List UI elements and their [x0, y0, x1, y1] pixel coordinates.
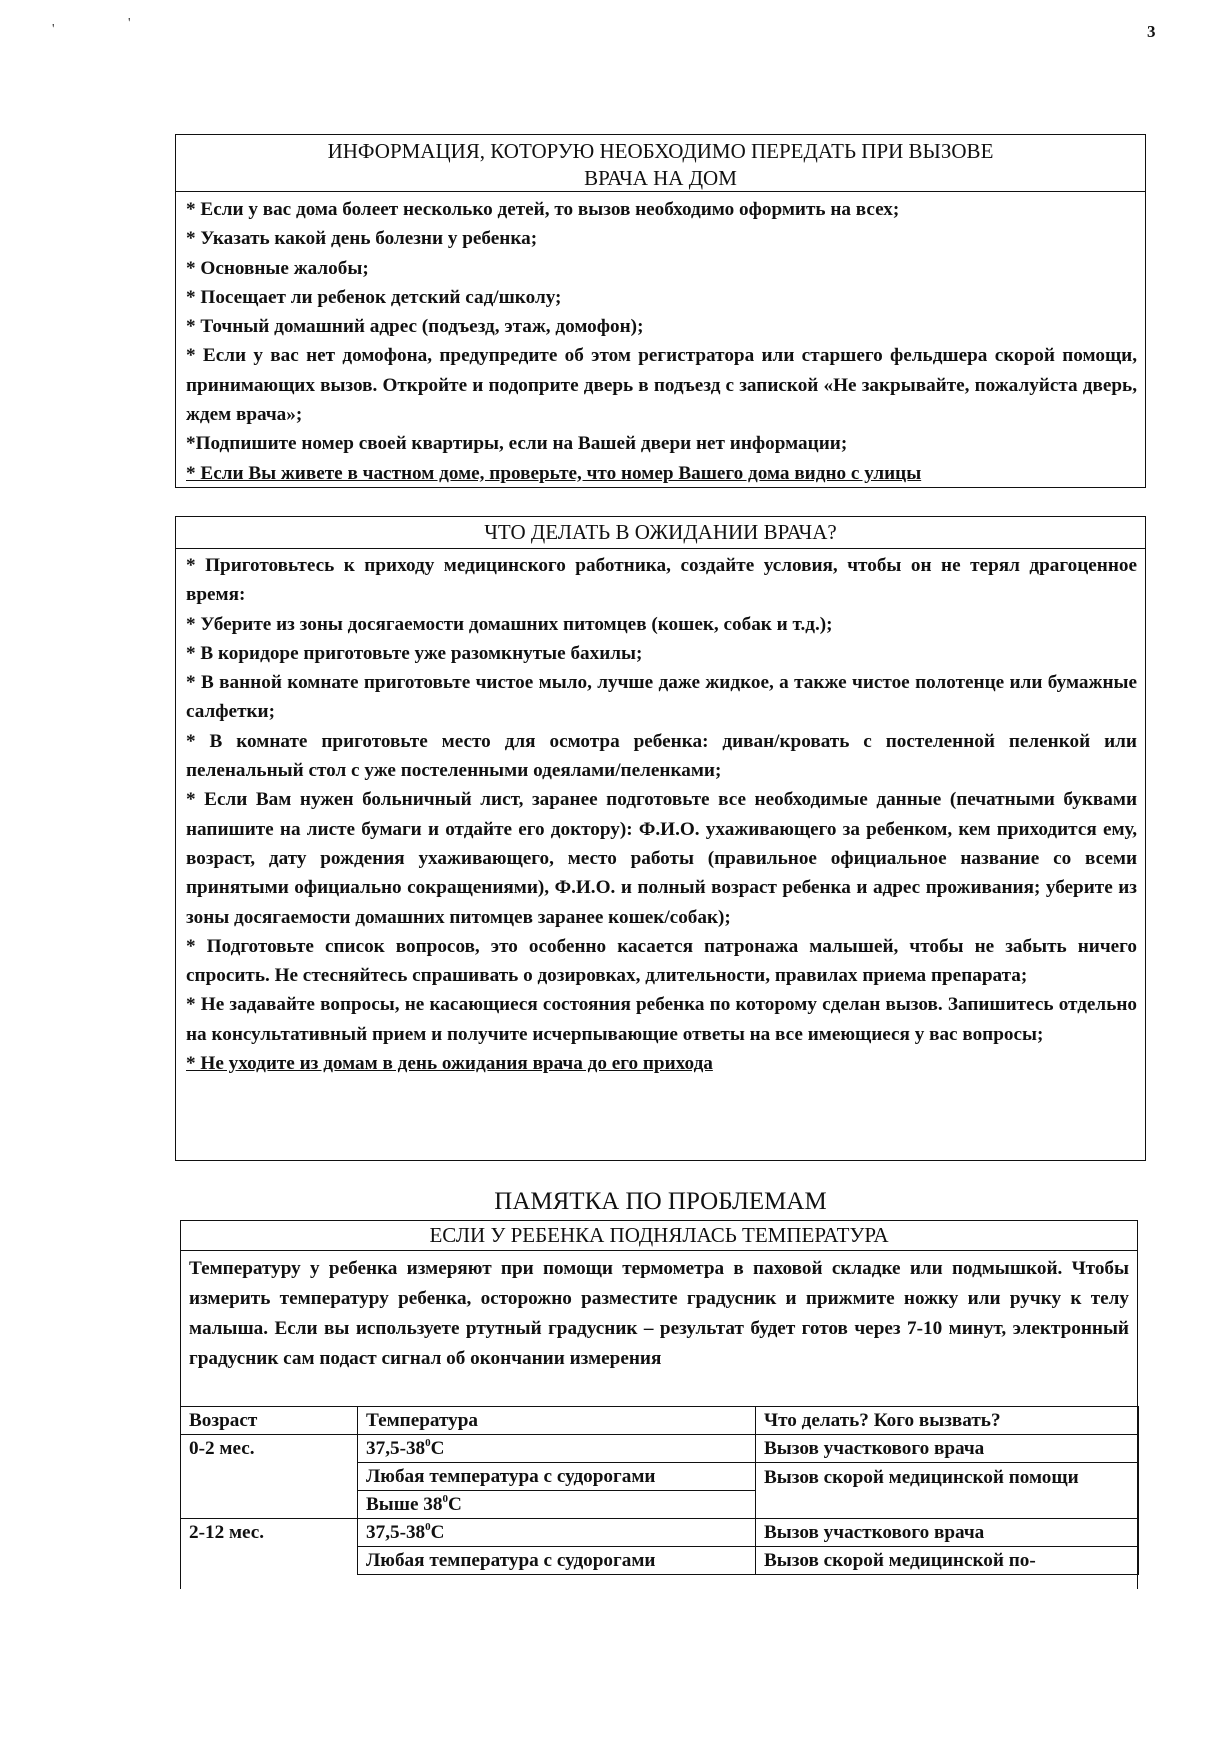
- scan-artifact-mark: ': [128, 16, 131, 31]
- age-cell: 2-12 мес.: [181, 1519, 358, 1575]
- temperature-cell: Любая температура с судорогами: [358, 1463, 756, 1491]
- list-item: * Основные жалобы;: [186, 257, 369, 279]
- temperature-cell: Выше $38^0С$: [358, 1491, 756, 1519]
- list-item: *Подпишите номер своей квартиры, если на Вашей двери нет информации;: [186, 433, 848, 455]
- fever-description: [181, 1251, 1137, 1408]
- list-item: * Уберите из зоны досягаемости домашних питомцев (кошек, собак и т.д.);: [186, 613, 833, 635]
- temperature-cell: $37,5-38^0С$: [358, 1435, 756, 1463]
- list-item: * Если Вам нужен больничный лист, заранее подготовьте все необходимые данные (печатными буквами напишите на листе бумаги и отдайте его доктору): Ф.И.О. ухаживающего за ребенком, кем приходится ему, возраст, дату рождения ухаживающего, место работы (правильное официальное название со всеми принятыми официально сокращениями), Ф.И.О. и полный возраст ребенка и адрес проживания; уберите из зоны досягаемости домашних питомцев заранее кошек/собак);: [186, 789, 1137, 928]
- list-item: * Точный домашний адрес (подъезд, этаж, домофон);: [186, 316, 644, 338]
- call-info-title-line1: ИНФОРМАЦИЯ, КОТОРУЮ НЕОБХОДИМО ПЕРЕДАТЬ ПРИ ВЫЗОВЕ: [327, 139, 994, 163]
- list-item: * Приготовьтесь к приходу медицинского работника, создайте условия, чтобы он не терял драгоценное время:: [186, 555, 1137, 606]
- list-item: * Если у вас дома болеет несколько детей, то вызов необходимо оформить на всех;: [186, 199, 900, 220]
- list-item: * Посещает ли ребенок детский сад/школу;: [186, 286, 562, 308]
- action-cell: Вызов участкового врача: [756, 1519, 1139, 1547]
- header-action: Что делать? Кого вызвать?: [756, 1407, 1139, 1435]
- temperature-table: [180, 1406, 1139, 1575]
- fever-title: ЕСЛИ У РЕБЕНКА ПОДНЯЛАСЬ ТЕМПЕРАТУРА: [181, 1221, 1137, 1251]
- memo-heading: ПАМЯТКА ПО ПРОБЛЕМАМ: [494, 1188, 827, 1215]
- scan-artifact-mark: ': [52, 22, 55, 37]
- header-temperature: Температура: [358, 1407, 756, 1435]
- list-item: * В коридоре приготовьте уже разомкнутые бахилы;: [186, 642, 643, 664]
- temperature-cell: Любая температура с судорогами: [358, 1547, 756, 1575]
- table-row: [181, 1435, 1139, 1463]
- list-item: * Если у вас нет домофона, предупредите об этом регистратора или старшего фельдшера скорой помощи, принимающих вызов. Откройте и подоприте дверь в подъезд с запиской «Не закрывайте, пожалуйста дверь, ждем врача»;: [186, 345, 1137, 426]
- header-age: Возраст: [181, 1407, 358, 1435]
- call-info-box: [175, 134, 1146, 488]
- list-item: * Подготовьте список вопросов, это особенно касается патронажа малышей, чтобы не забыть ничего спросить. Не стесняйтесь спрашивать о дозировках, длительности, правилах приема препарата;: [186, 935, 1137, 987]
- action-cell: Вызов скорой медицинской по-: [756, 1547, 1139, 1575]
- list-item: * Если Вы живете в частном доме, проверьте, что номер Вашего дома видно с улицы: [186, 462, 922, 484]
- list-item: * В комнате приготовьте место для осмотра ребенка: диван/кровать с постеленной пеленкой или пеленальный стол с уже постеленными одеялами/пеленками;: [186, 730, 1137, 782]
- call-info-list: [176, 192, 1145, 488]
- list-item: * Не уходите из домам в день ожидания врача до его прихода: [186, 1053, 713, 1075]
- table-row: [181, 1519, 1139, 1547]
- action-cell: Вызов участкового врача: [756, 1435, 1139, 1463]
- age-cell: 0-2 мес.: [181, 1435, 358, 1519]
- temperature-cell: $37,5-38^0С$: [358, 1519, 756, 1547]
- call-info-title: [176, 135, 1145, 192]
- table-header-row: [181, 1407, 1139, 1435]
- call-info-title-line2: ВРАЧА НА ДОМ: [584, 166, 737, 190]
- list-item: * Не задавайте вопросы, не касающиеся состояния ребенка по которому сделан вызов. Запишитесь отдельно на консультативный прием и получите исчерпывающие ответы на все имеющиеся у вас вопросы;: [186, 994, 1137, 1045]
- waiting-box: [175, 516, 1146, 1161]
- page-number: 3: [1147, 22, 1156, 41]
- list-item: * В ванной комнате приготовьте чистое мыло, лучше даже жидкое, а также чистое полотенце или бумажные салфетки;: [186, 672, 1137, 723]
- list-item: * Указать какой день болезни у ребенка;: [186, 228, 538, 250]
- waiting-title: ЧТО ДЕЛАТЬ В ОЖИДАНИИ ВРАЧА?: [176, 517, 1145, 549]
- action-cell: Вызов скорой медицинской помощи: [756, 1463, 1139, 1519]
- fever-description-text: Температуру у ребенка измеряют при помощи термометра в паховой складке или подмышкой. Чтобы измерить температуру ребенка, осторожно разместите градусник и прижмите ножку или ручку к телу малыша. Если вы используете ртутный градусник – результат будет готов через 7-10 минут, электронный градусник сам подаст сигнал об окончании измерения: [189, 1258, 1129, 1369]
- waiting-list: [176, 549, 1145, 1078]
